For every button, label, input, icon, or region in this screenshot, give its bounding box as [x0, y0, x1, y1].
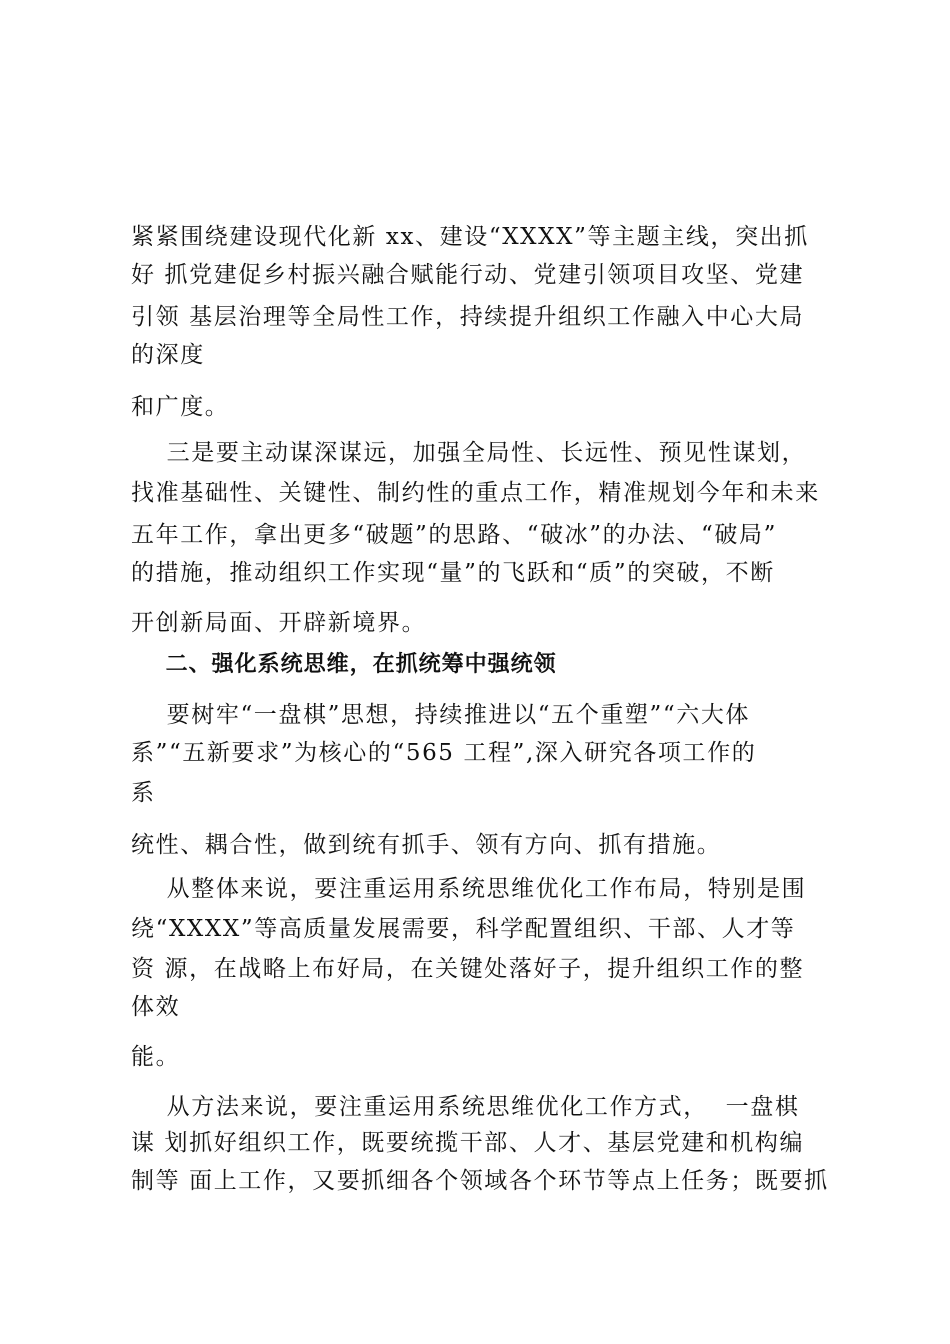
paragraph-line: 要树牢“一盘棋”思想，持续推进以“五个重塑”“六大体 [131, 702, 751, 728]
paragraph-line: 五年工作，拿出更多“破题”的思路、“破冰”的办法、“破局” [131, 522, 777, 548]
paragraph-line: 好 抓党建促乡村振兴融合赋能行动、党建引领项目攻坚、党建 [131, 262, 805, 288]
paragraph-line: 绕“XXXX”等高质量发展需要，科学配置组织、干部、人才等 [131, 916, 796, 942]
paragraph-line: 系”“五新要求”为核心的“565 工程”,深入研究各项工作的 [131, 740, 757, 766]
paragraph-line: 开创新局面、开辟新境界。 [131, 610, 427, 636]
paragraph-line: 谋 划抓好组织工作，既要统揽干部、人才、基层党建和机构编 [131, 1130, 805, 1156]
section-heading: 二、强化系统思维，在抓统筹中强统领 [131, 652, 557, 677]
paragraph-line: 三是要主动谋深谋远，加强全局性、长远性、预见性谋划， [131, 440, 807, 466]
paragraph-line: 资 源，在战略上布好局，在关键处落好子，提升组织工作的整 [131, 956, 805, 982]
paragraph-line: 能。 [131, 1044, 181, 1070]
paragraph-line: 制等 面上工作，又要抓细各个领域各个环节等点上任务；既要抓 [131, 1168, 829, 1194]
paragraph-line: 系 [131, 780, 156, 806]
paragraph-line: 找准基础性、关键性、制约性的重点工作，精准规划今年和未来 [131, 480, 820, 506]
paragraph-line: 的措施，推动组织工作实现“量”的飞跃和“质”的突破，不断 [131, 560, 775, 586]
paragraph-line: 体效 [131, 994, 181, 1020]
paragraph-line: 引领 基层治理等全局性工作，持续提升组织工作融入中心大局 [131, 304, 805, 330]
paragraph-line: 从整体来说，要注重运用系统思维优化工作布局，特别是围 [131, 876, 807, 902]
paragraph-line: 紧紧围绕建设现代化新 xx、建设“XXXX”等主题主线，突出抓 [131, 224, 809, 250]
paragraph-line: 的深度 [131, 342, 205, 368]
paragraph-line: 从方法来说，要注重运用系统思维优化工作方式， 一盘棋 [131, 1094, 800, 1120]
paragraph-line: 统性、耦合性，做到统有抓手、领有方向、抓有措施。 [131, 832, 722, 858]
paragraph-line: 和广度。 [131, 394, 230, 420]
